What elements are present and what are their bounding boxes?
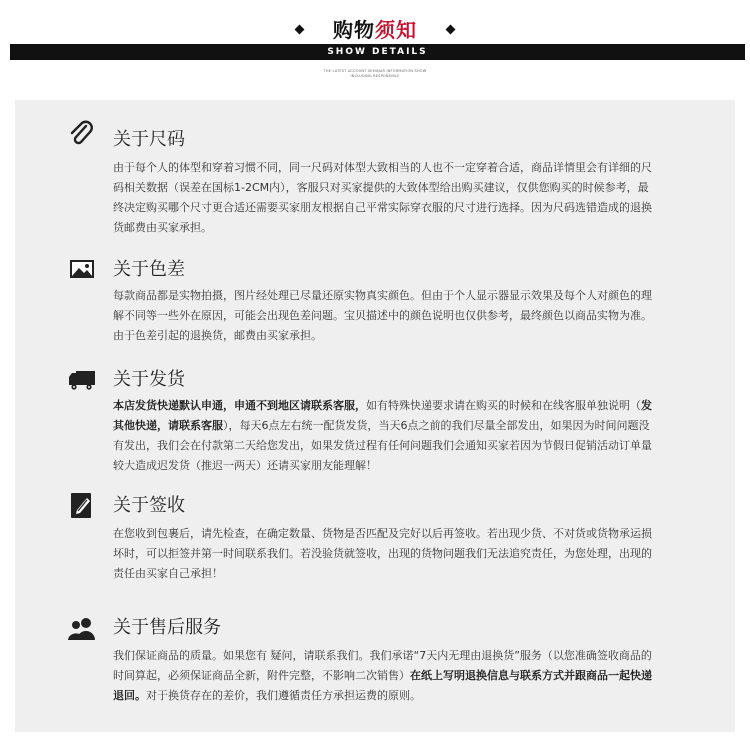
shipping-text-3: ），每天6点左右统一配货发货，当天6点之前的我们尽量全部发出，如果因为时间问题没有发出，我们会在付款第二天给您发出，如果发货过程有任何问题我们会通知买家若因为节假日促销活动订单量较大造成迟发货（推迟一两天）还请买家朋友能理解！: [113, 419, 652, 472]
section-title: 关于发货: [113, 369, 185, 390]
shipping-bold-1: 本店发货快递默认申通，申通不到地区请联系客服，: [113, 399, 366, 412]
section-title: 关于售后服务: [113, 617, 221, 638]
tiny-caption-line2: INCLUDING RESPONSIBLE: [350, 74, 400, 78]
diamond-icon: [446, 25, 456, 35]
section-title: 关于色差: [113, 259, 185, 280]
sign-pen-icon: [67, 490, 97, 520]
truck-icon: [67, 364, 99, 394]
section-body: 每款商品都是实物拍摄，图片经处理已尽量还原实物真实颜色。但由于个人显示器显示效果及每个人对颜色的理解不同等一些外在原因，可能会出现色差问题。宝贝描述中的颜色说明也仅供参考，最终颜色以商品实物为准。由于色差引起的退换货，邮费由买家承担。: [113, 289, 652, 342]
title-red: 须知: [375, 18, 417, 42]
section-title: 关于尺码: [113, 129, 185, 150]
page-header: [0, 0, 750, 100]
shipping-bold-2: 发其他快递，请联系客服: [113, 399, 652, 432]
shipping-text-2: 如有特殊快递要求请在购买的时候和在线客服单独说明（: [366, 399, 641, 412]
users-icon: [67, 614, 97, 644]
section-body: 由于每个人的体型和穿着习惯不同，同一尺码对体型大致相当的人也不一定穿着合适，商品详情里会有详细的尺码相关数据（误差在国标1-2CM内），客服只对买家提供的大致体型给出购买建议，仅供您购买的时候参考，最终决定购买哪个尺寸更合适还需要买家朋友根据自己平常实际穿衣服的尺寸进行选择。因为尺码选错造成的退换货邮费由买家承担。: [113, 161, 652, 234]
page-title: [0, 14, 750, 42]
title-black: 购物: [333, 18, 375, 42]
after-sales-text-2: 对于换货存在的差价，我们遵循责任方承担运费的原则。: [146, 689, 421, 702]
section-body: [113, 646, 653, 706]
section-body: 在您收到包裹后，请先检查，在确定数量、货物是否匹配及完好以后再签收。若出现少货、不对货或货物承运损坏时，可以拒签并第一时间联系我们。若没验货就签收，出现的货物问题我们无法追究责任，为您处理，出现的责任由买家自己承担！: [113, 527, 652, 580]
notice-panel: [15, 100, 735, 732]
section-title: 关于签收: [113, 495, 185, 516]
after-sales-text-1: 我们保证商品的质量。如果您有 疑问，请联系我们。我们承诺“7天内无理由退换货”服务（以您准确签收商品的时间算起，必须保证商品全新，附件完整，不影响二次销售）: [113, 649, 652, 682]
tiny-caption: [0, 69, 750, 79]
subtitle-bar: SHOW DETAILS: [10, 44, 745, 60]
image-icon: [67, 254, 97, 284]
diamond-icon: [295, 25, 305, 35]
paperclip-icon: [67, 120, 97, 150]
tiny-caption-line1: THE LATEST ACCOUNT SEMINAR INFORMATION SHOW: [323, 69, 427, 73]
after-sales-bold-1: 在纸上写明退换信息与联系方式并跟商品一起快递退回。: [113, 669, 652, 702]
section-body: [113, 396, 653, 476]
